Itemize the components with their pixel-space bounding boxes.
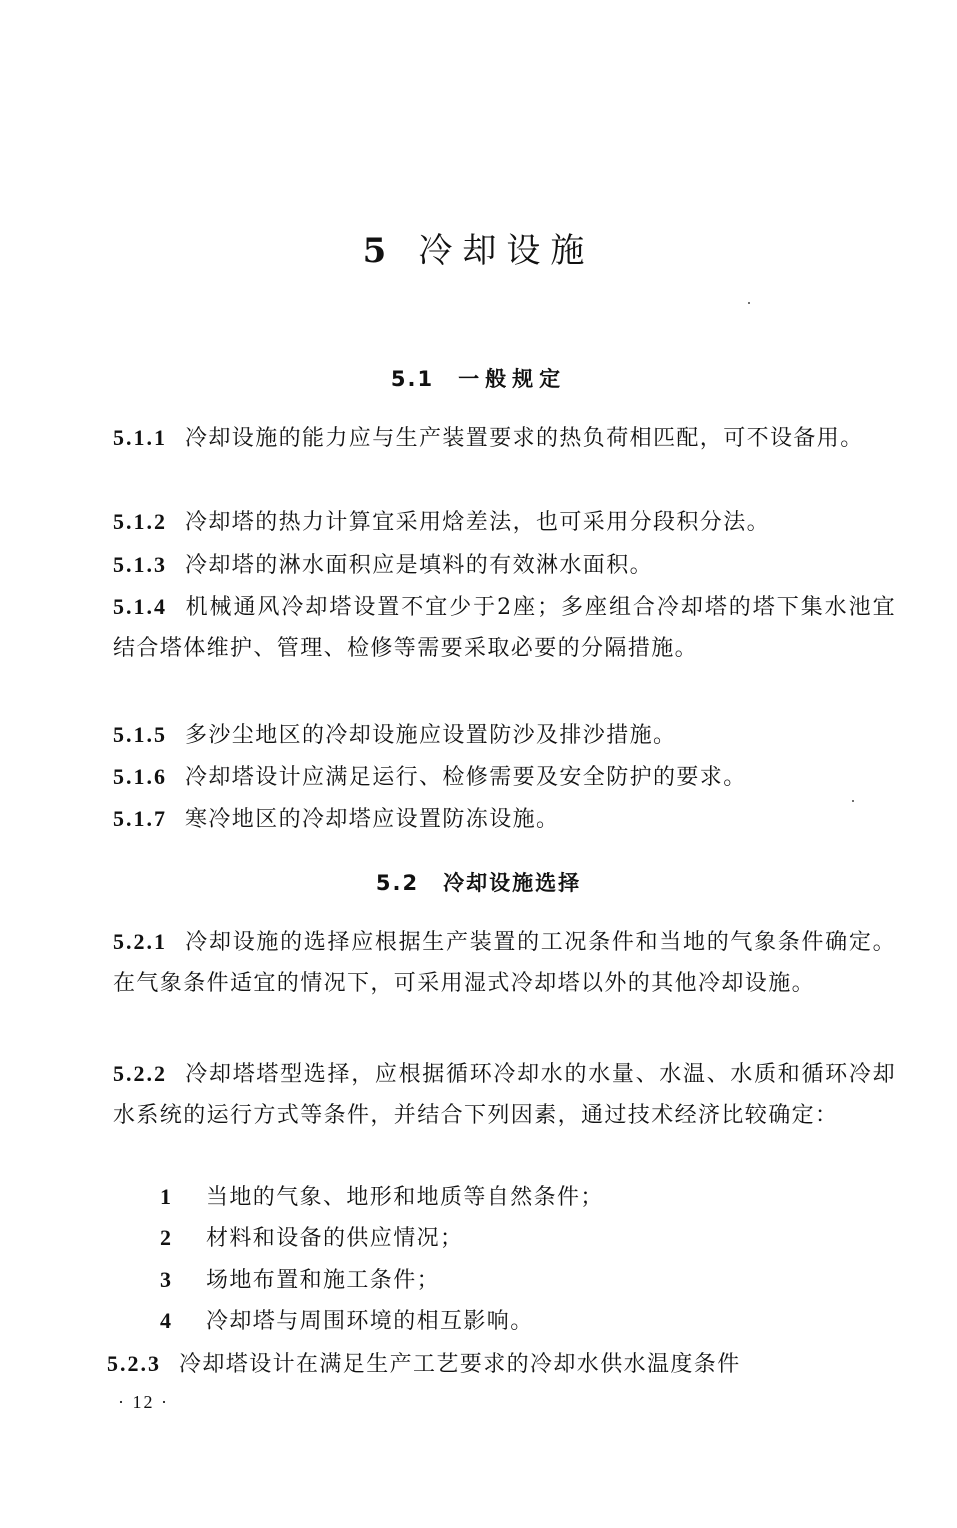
clause-5-1-6 — [113, 757, 896, 799]
clause-number: 5.2.1 — [113, 929, 167, 954]
clause-number: 5.1.7 — [113, 806, 167, 831]
clause-number: 5.2.2 — [113, 1061, 167, 1086]
section-title-text: 冷却设施选择 — [443, 871, 582, 895]
list-item-4 — [160, 1301, 534, 1342]
clause-5-2-3 — [107, 1344, 890, 1386]
list-item-3 — [160, 1260, 440, 1301]
clause-text: 寒冷地区的冷却塔应设置防冻设施。 — [185, 807, 560, 832]
list-item-text: 材料和设备的供应情况； — [206, 1226, 464, 1251]
clause-number: 5.1.6 — [113, 764, 167, 789]
clause-number: 5.1.5 — [113, 722, 167, 747]
list-item-number: 4 — [160, 1308, 173, 1333]
clause-text: 冷却塔的热力计算宜采用焓差法，也可采用分段积分法。 — [185, 510, 771, 535]
section-title-5-1 — [0, 364, 957, 394]
list-item-number: 2 — [160, 1225, 173, 1250]
clause-5-1-1 — [113, 418, 896, 460]
section-number: 5.1 — [390, 367, 435, 391]
clause-5-1-7 — [113, 799, 896, 841]
clause-number: 5.1.4 — [113, 594, 167, 619]
clause-text: 多沙尘地区的冷却设施应设置防沙及排沙措施。 — [185, 723, 677, 748]
clause-number: 5.1.1 — [113, 425, 167, 450]
clause-number: 5.1.2 — [113, 509, 167, 534]
list-item-text: 冷却塔与周围环境的相互影响。 — [206, 1309, 534, 1334]
section-title-text: 一般规定 — [458, 367, 567, 391]
section-number: 5.2 — [375, 871, 420, 895]
list-item-2 — [160, 1218, 463, 1259]
list-item-number: 1 — [160, 1184, 173, 1209]
scan-speck — [852, 800, 854, 802]
list-item-text: 当地的气象、地形和地质等自然条件； — [206, 1185, 604, 1210]
clause-text: 冷却设施的能力应与生产装置要求的热负荷相匹配，可不设备用。 — [185, 426, 864, 451]
list-item-1 — [160, 1177, 604, 1218]
clause-5-1-3 — [113, 545, 896, 587]
chapter-title — [0, 228, 957, 274]
clause-text: 冷却塔的淋水面积应是填料的有效淋水面积。 — [185, 553, 654, 578]
clause-text: 冷却塔塔型选择，应根据循环冷却水的水量、水温、水质和循环冷却水系统的运行方式等条件，并结合下列因素，通过技术经济比较确定： — [113, 1062, 896, 1128]
scan-speck — [748, 302, 750, 304]
list-item-number: 3 — [160, 1267, 173, 1292]
clause-5-2-2 — [113, 1054, 896, 1136]
clause-5-2-1 — [113, 922, 896, 1004]
clause-text: 冷却塔设计在满足生产工艺要求的冷却水供水温度条件 — [179, 1352, 741, 1377]
section-title-5-2 — [0, 868, 957, 898]
clause-text: 冷却设施的选择应根据生产装置的工况条件和当地的气象条件确定。在气象条件适宜的情况下，可采用湿式冷却塔以外的其他冷却设施。 — [113, 930, 896, 996]
page-number: · 12 · — [118, 1392, 169, 1412]
chapter-number: 5 — [362, 231, 397, 271]
clause-text: 机械通风冷却塔设置不宜少于2座；多座组合冷却塔的塔下集水池宜结合塔体维护、管理、检修等需要采取必要的分隔措施。 — [113, 595, 896, 661]
clause-5-1-4 — [113, 587, 896, 669]
clause-number: 5.2.3 — [107, 1351, 161, 1376]
clause-number: 5.1.3 — [113, 552, 167, 577]
clause-text: 冷却塔设计应满足运行、检修需要及安全防护的要求。 — [185, 765, 747, 790]
chapter-title-text: 冷却设施 — [418, 231, 595, 271]
clause-5-1-2 — [113, 502, 896, 544]
list-item-text: 场地布置和施工条件； — [206, 1268, 441, 1293]
clause-5-1-5 — [113, 715, 896, 757]
